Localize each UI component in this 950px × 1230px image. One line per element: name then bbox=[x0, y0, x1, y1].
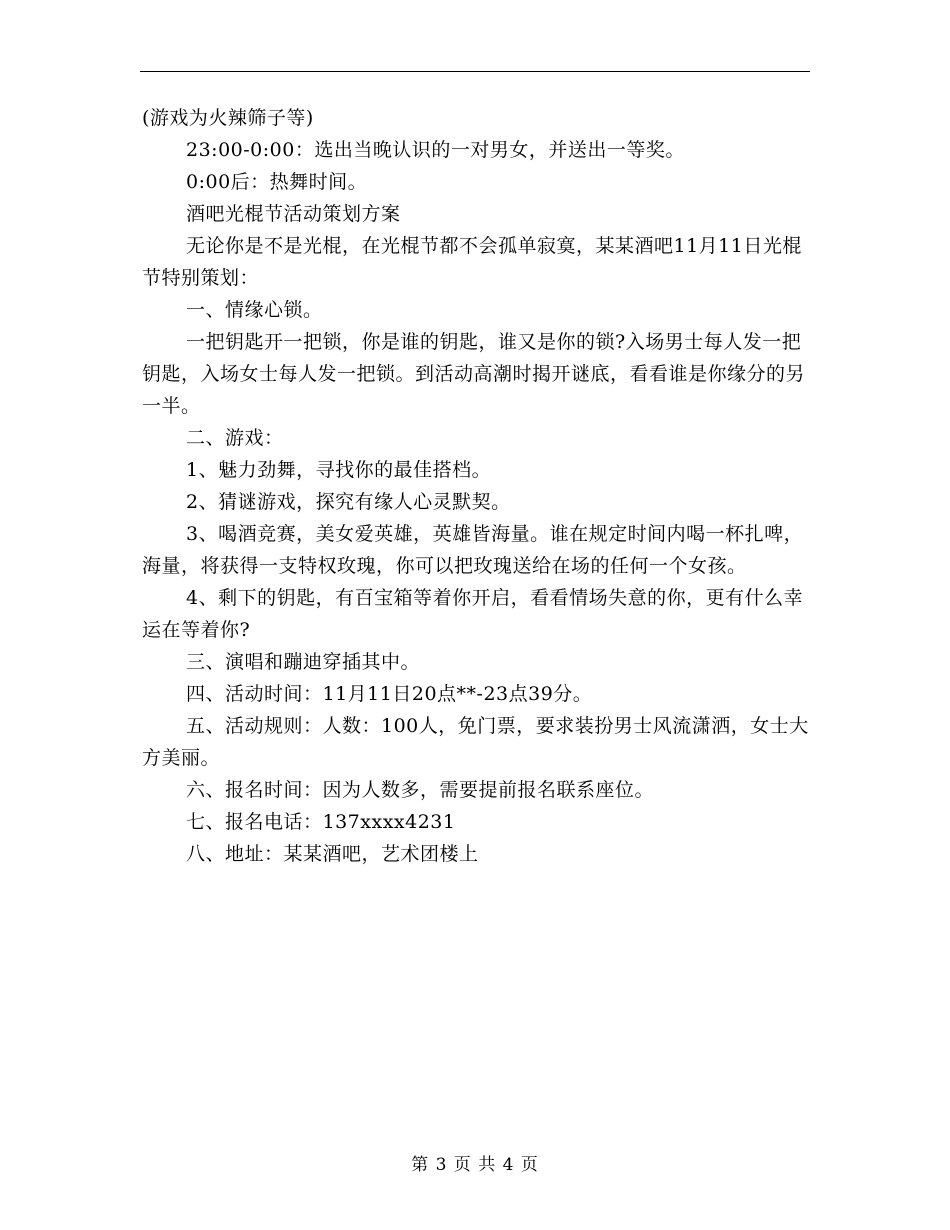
list-item-game-3: 3、喝酒竞赛，美女爱英雄，英雄皆海量。谁在规定时间内喝一杯扎啤，海量，将获得一支特权玫瑰，你可以把玫瑰送给在场的任何一个女孩。 bbox=[142, 523, 804, 577]
document-body bbox=[142, 102, 810, 870]
list-item-game-1: 1、魅力劲舞，寻找你的最佳搭档。 bbox=[186, 459, 492, 481]
heading-love-lock: 一、情缘心锁。 bbox=[186, 299, 323, 321]
heading-event-rules: 五、活动规则：人数：100人，免门票，要求装扮男士风流潇洒，女士大方美丽。 bbox=[142, 715, 809, 769]
paragraph-game-note: (游戏为火辣筛子等) bbox=[142, 107, 314, 129]
paragraph-schedule-0000: 0:00后：热舞时间。 bbox=[186, 171, 368, 193]
header-rule bbox=[140, 71, 810, 72]
heading-signup-time: 六、报名时间：因为人数多，需要提前报名联系座位。 bbox=[186, 779, 655, 801]
section-title: 酒吧光棍节活动策划方案 bbox=[186, 203, 401, 225]
heading-games: 二、游戏： bbox=[186, 427, 284, 449]
list-item-game-2: 2、猜谜游戏，探究有缘人心灵默契。 bbox=[186, 491, 511, 513]
page-number: 第 3 页 共 4 页 bbox=[411, 1155, 539, 1175]
heading-signup-phone: 七、报名电话：137xxxx4231 bbox=[186, 811, 456, 833]
heading-address: 八、地址：某某酒吧，艺术团楼上 bbox=[186, 843, 479, 865]
paragraph-schedule-2300: 23:00-0:00：选出当晚认识的一对男女，并送出一等奖。 bbox=[186, 139, 685, 161]
heading-event-time: 四、活动时间：11月11日20点**-23点39分。 bbox=[186, 683, 593, 705]
paragraph-intro: 无论你是不是光棍，在光棍节都不会孤单寂寞，某某酒吧11月11日光棍节特别策划： bbox=[142, 235, 802, 289]
heading-performance: 三、演唱和蹦迪穿插其中。 bbox=[186, 651, 421, 673]
paragraph-love-lock: 一把钥匙开一把锁，你是谁的钥匙，谁又是你的锁?入场男士每人发一把钥匙，入场女士每人发一把锁。到活动高潮时揭开谜底，看看谁是你缘分的另一半。 bbox=[142, 331, 806, 417]
list-item-game-4: 4、剩下的钥匙，有百宝箱等着你开启，看看情场失意的你，更有什么幸运在等着你? bbox=[142, 587, 804, 641]
